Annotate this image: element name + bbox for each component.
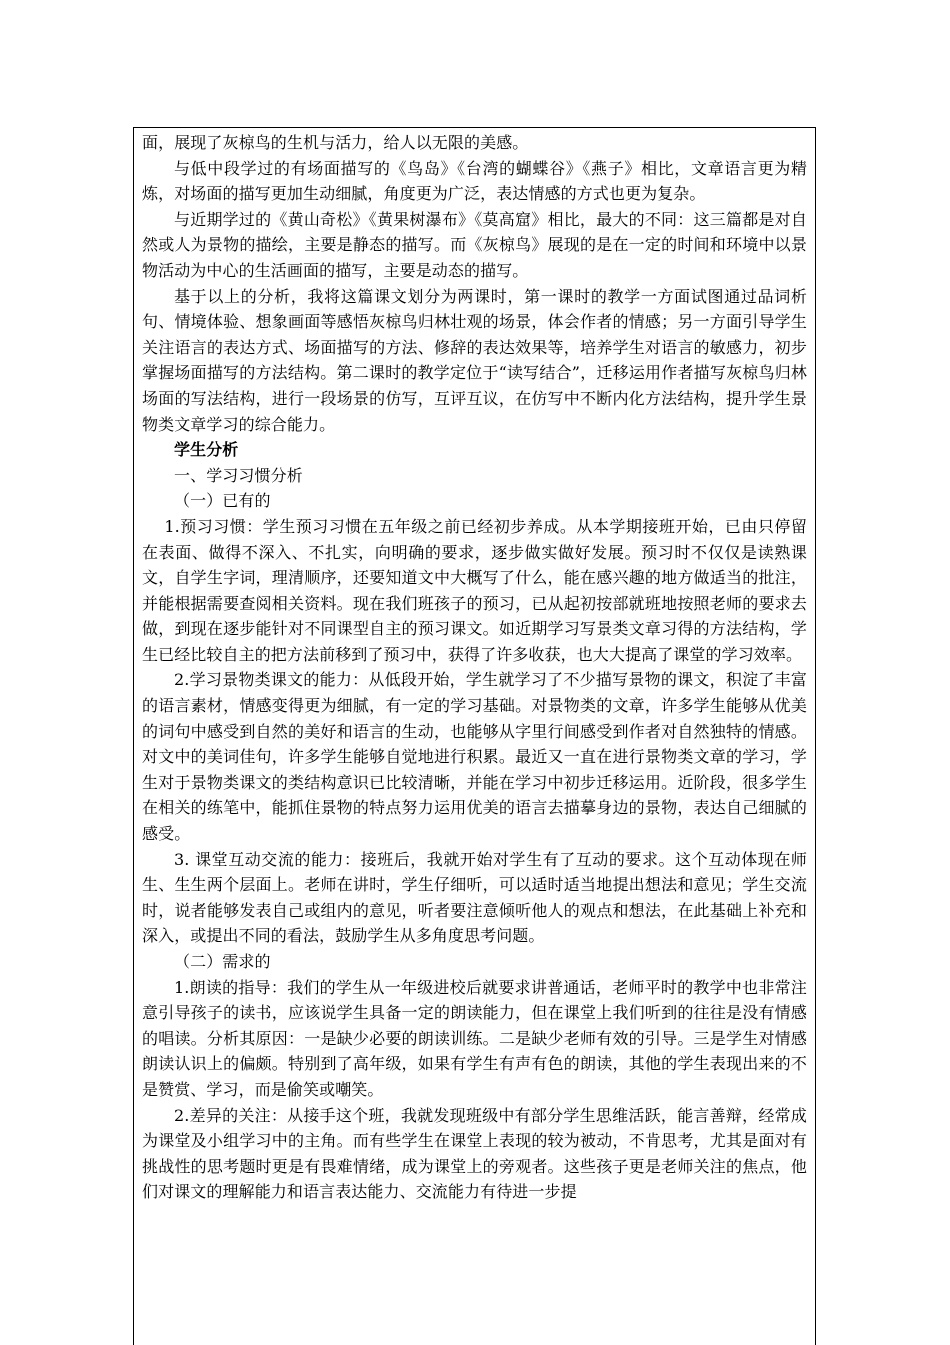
paragraph-lesson-plan: 基于以上的分析，我将这篇课文划分为两课时，第一课时的教学一方面试图通过品词析句、情境体验、想象画面等感悟灰椋鸟归林壮观的场景，体会作者的情感；另一方面引导学生关注语言的表达方式、场面描写的方法、修辞的表达效果等，培养学生对语言的敏感力，初步掌握场面描写的方法结构。第二课时的教学定位于“读写结合”，迁移运用作者描写灰椋鸟归林场面的写法结构，进行一段场景的仿写，互评互议，在仿写中不断内化方法结构，提升学生景物类文章学习的综合能力。: [142, 286, 807, 434]
subheading-needs: （二）需求的: [174, 952, 271, 971]
paragraph-interaction-ability: 3. 课堂互动交流的能力：接班后，我就开始对学生有了互动的要求。这个互动体现在师生、生生两个层面上。老师在讲时，学生仔细听，可以适时适当地提出想法和意见；学生交流时，说者能够发表自己或组内的意见，听者要注意倾听他人的观点和想法，在此基础上补充和深入，或提出不同的看法，鼓励学生从多角度思考问题。: [142, 849, 807, 946]
subheading-learning-habits: 一、学习习惯分析: [174, 465, 303, 485]
paragraph-comparison-lower-grades: 与低中段学过的有场面描写的《鸟岛》《台湾的蝴蝶谷》《燕子》相比，文章语言更为精炼，对场面的描写更加生动细腻，角度更为广泛，表达情感的方式也更为复杂。: [142, 158, 807, 204]
paragraph-scenery-ability: 2.学习景物类课文的能力：从低段开始，学生就学习了不少描写景物的课文，积淀了丰富的语言素材，情感变得更为细腻，有一定的学习基础。对景物类的文章，许多学生能够从优美的词句中感受到自然的美好和语言的生动，也能够从字里行间感受到作者对自然独特的情感。对文中的美词佳句，许多学生能够自觉地进行积累。最近又一直在进行景物类文章的学习，学生对于景物类课文的类结构意识已比较清晰，并能在学习中初步迁移运用。近阶段，很多学生在相关的练笔中，能抓住景物的特点努力运用优美的语言去描摹身边的景物，表达自己细腻的感受。: [142, 670, 807, 844]
paragraph-differences-attention: 2.差异的关注：从接手这个班，我就发现班级中有部分学生思维活跃，能言善辩，经常成为课堂及小组学习中的主角。而有些学生在课堂上表现的较为被动，不肯思考，尤其是面对有挑战性的思考题时更是有畏难情绪，成为课堂上的旁观者。这些孩子更是老师关注的焦点，他们对课文的理解能力和语言表达能力、交流能力有待进一步提: [142, 1105, 807, 1202]
paragraph-continuation: 面，展现了灰椋鸟的生机与活力，给人以无限的美感。: [142, 133, 529, 152]
paragraph-preview-habit: 1.预习习惯：学生预习习惯在五年级之前已经初步养成。从本学期接班开始，已由只停留在表面、做得不深入、不扎实，向明确的要求，逐步做实做好发展。预习时不仅仅是读熟课文，自学生字词，理清顺序，还要知道文中大概写了什么，能在感兴趣的地方做适当的批注，并能根据需要查阅相关资料。现在我们班孩子的预习，已从起初按部就班地按照老师的要求去做，到现在逐步能针对不同课型自主的预习课文。如近期学习写景类文章习得的方法结构，学生已经比较自主的把方法前移到了预习中，获得了许多收获，也大大提高了课堂的学习效率。: [142, 516, 807, 664]
section-heading-student-analysis: 学生分析: [174, 440, 239, 460]
paragraph-comparison-recent-lessons: 与近期学过的《黄山奇松》《黄果树瀑布》《莫高窟》相比，最大的不同：这三篇都是对自然或人为景物的描绘，主要是静态的描写。而《灰椋鸟》展现的是在一定的时间和环境中以景物活动为中心的生活画面的描写，主要是动态的描写。: [142, 209, 807, 280]
paragraph-reading-guidance: 1.朗读的指导：我们的学生从一年级进校后就要求讲普通话，老师平时的教学中也非常注意引导孩子的读书，应该说学生具备一定的朗读能力，但在课堂上我们听到的往往是没有情感的唱读。分析其原因：一是缺少必要的朗读训练。二是缺少老师有效的引导。三是学生对情感朗读认识上的偏颇。特别到了高年级，如果有学生有声有色的朗读，其他的学生表现出来的不是赞赏、学习，而是偷笑或嘲笑。: [142, 977, 807, 1099]
subheading-existing: （一）已有的: [174, 491, 271, 511]
document-table-cell: [133, 127, 816, 1345]
